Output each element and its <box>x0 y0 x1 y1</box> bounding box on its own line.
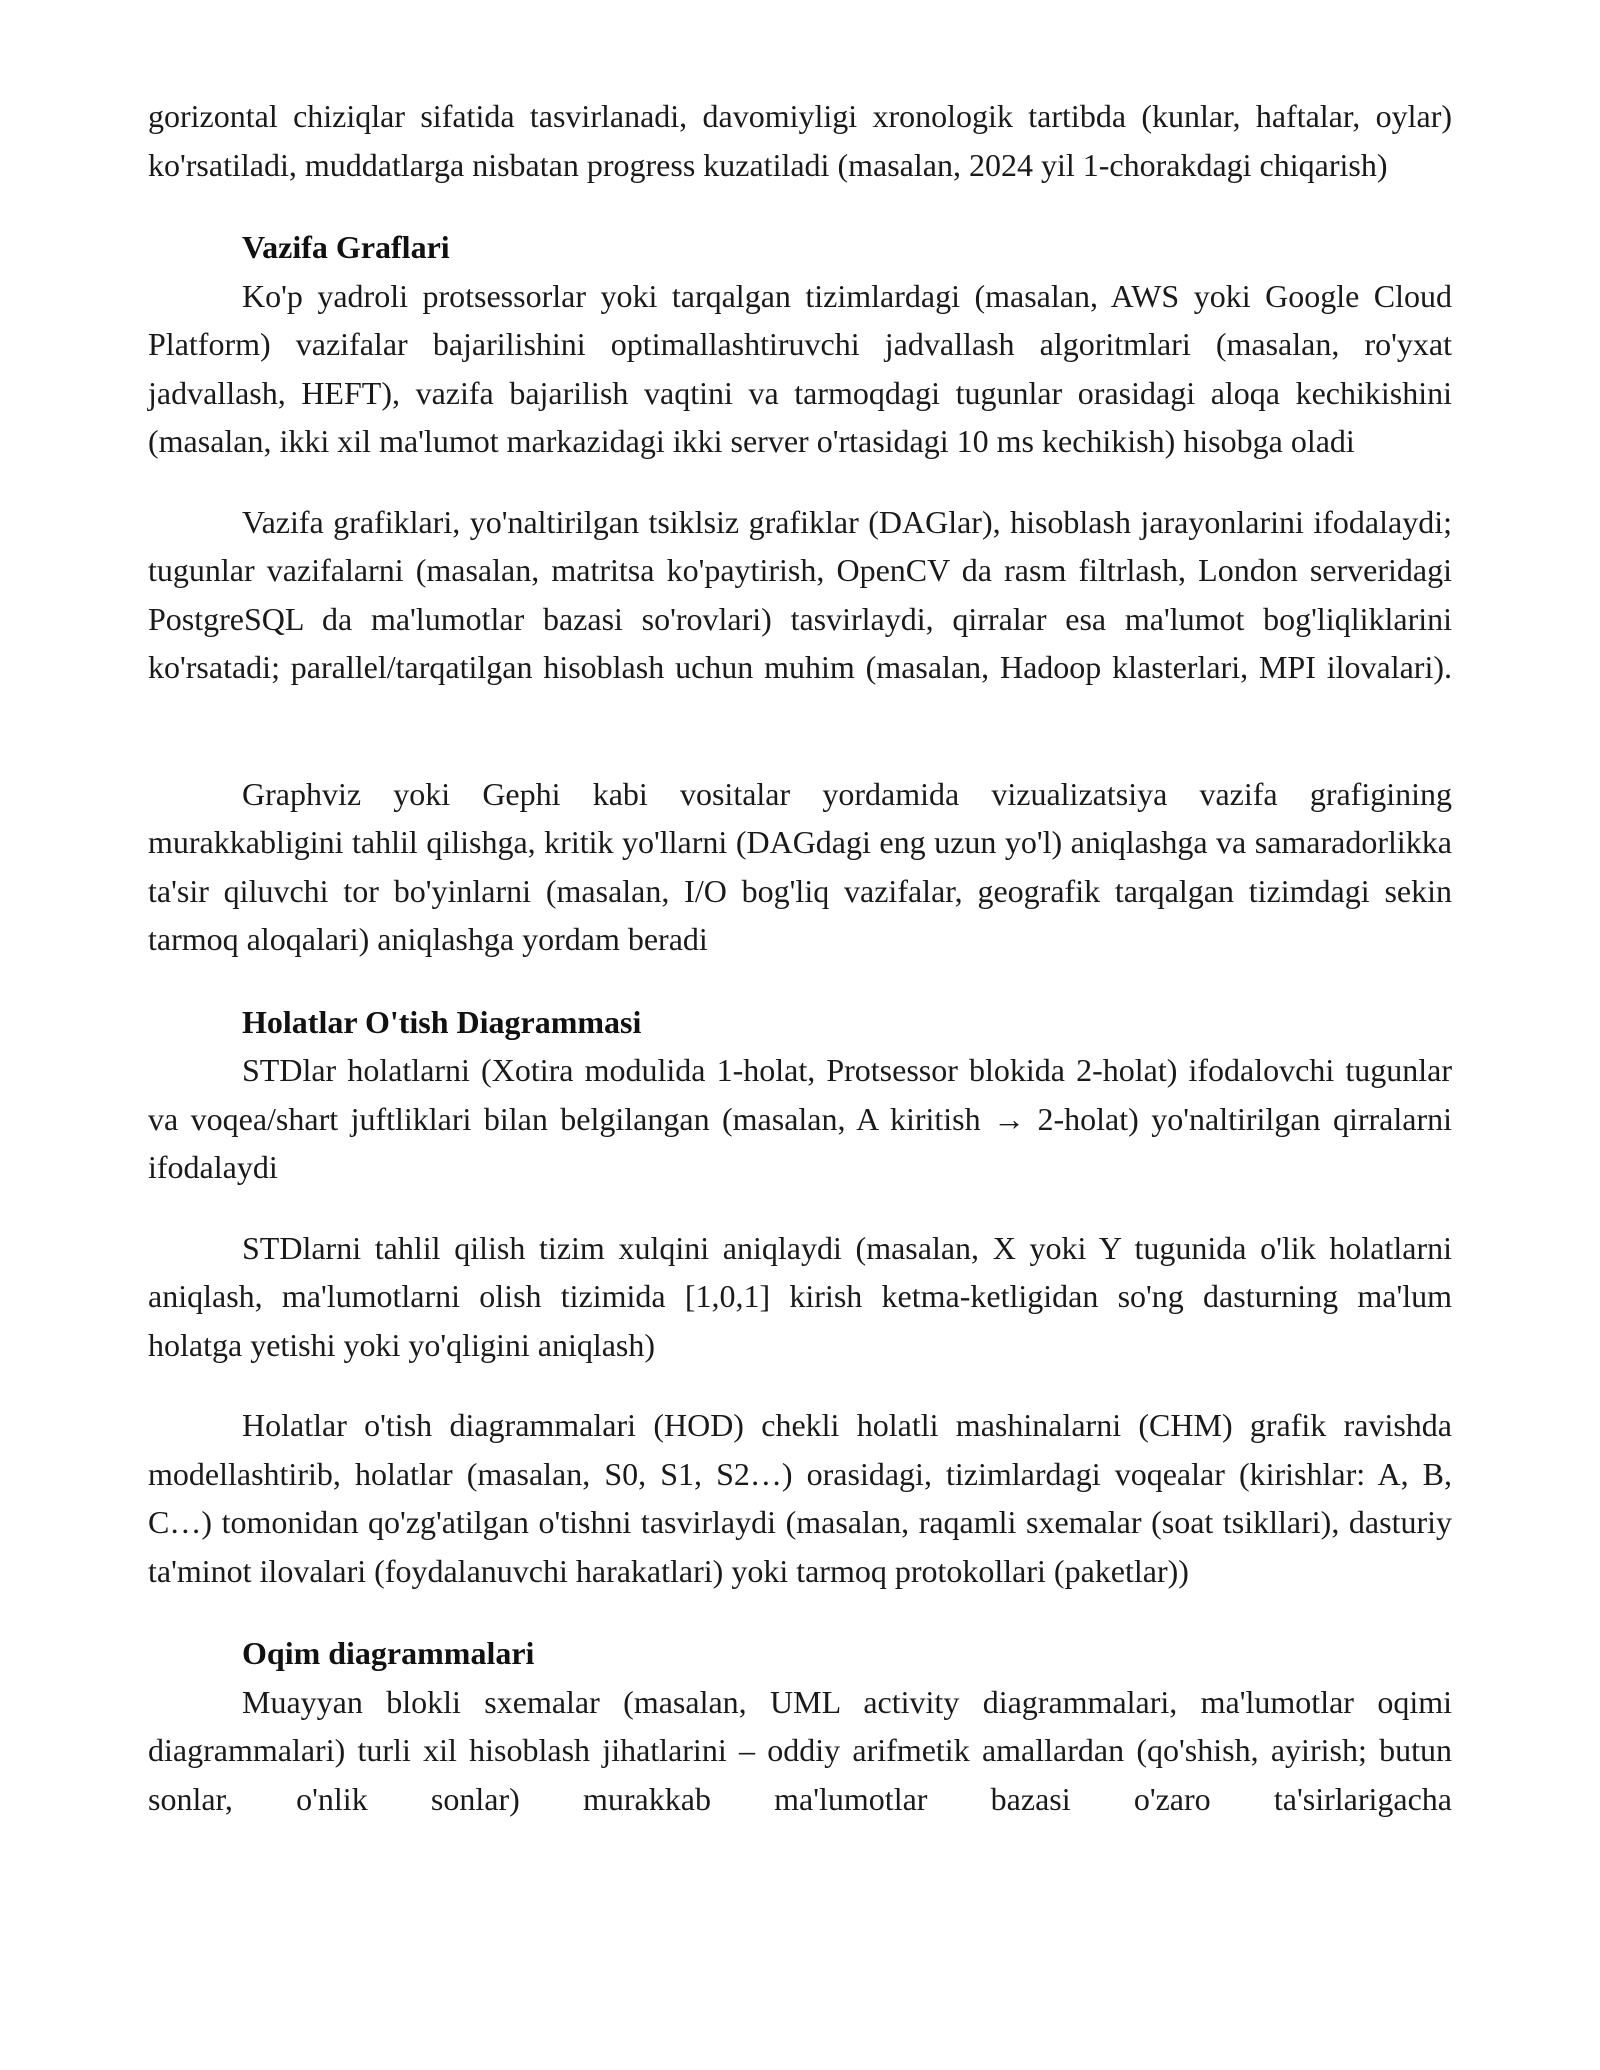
paragraph-vazifa-2: Vazifa grafiklari, yo'naltirilgan tsiklsiz grafiklar (DAGlar), hisoblash jarayonlarini ifodalaydi; tugunlar vazifalarni (masalan, matritsa ko'paytirish, OpenCV da rasm filtrlash, London serveridagi PostgreSQL da ma'lumotlar bazasi so'rovlari) tasvirlaydi, qirralar esa ma'lumot bog'liqliklarini ko'rsatadi; parallel/tarqatilgan hisoblash uchun muhim (masalan, Hadoop klasterlari, MPI ilovalari). <box>148 503 1452 685</box>
paragraph-vazifa-1: Ko'p yadroli protsessorlar yoki tarqalgan tizimlardagi (masalan, AWS yoki Google Cloud Platform) vazifalar bajarilishini optimallashtiruvchi jadvallash algoritmlari (masalan, ro'yxat jadvallash, HEFT), vazifa bajarilish vaqtini va tarmoqdagi tugunlar orasidagi aloqa kechikishini (masalan, ikki xil ma'lumot markazidagi ikki server o'rtasidagi 10 ms kechikish) hisobga oladi <box>148 277 1452 459</box>
paragraph-holat-3: Holatlar o'tish diagrammalari (HOD) chekli holatli mashinalarni (CHM) grafik ravishda modellashtirib, holatlar (masalan, S0, S1, S2…) orasidagi, tizimlardagi voqealar (kirishlar: A, B, C…) tomonidan qo'zg'atilgan o'tishni tasvirlaydi (masalan, raqamli sxemalar (soat tsikllari), dasturiy ta'minot ilovalari (foydalanuvchi harakatlari) yoki tarmoq protokollari (paketlar)) <box>148 1407 1452 1589</box>
paragraph-holat-2: STDlarni tahlil qilish tizim xulqini aniqlaydi (masalan, X yoki Y tugunida o'lik holatlarni aniqlash, ma'lumotlarni olish tizimida [1,0,1] kirish ketma-ketligidan so'ng dasturning ma'lum holatga yetishi yoki yo'qligini aniqlash) <box>148 1229 1452 1363</box>
document-body <box>148 92 1452 1823</box>
heading-holatlar-otish-diagrammasi: Holatlar O'tish Diagrammasi <box>242 1003 642 1040</box>
heading-vazifa-graflari: Vazifa Graflari <box>242 229 450 265</box>
spacer <box>148 466 1452 498</box>
paragraph-oqim-1: Muayyan blokli sxemalar (masalan, UML activity diagrammalari, ma'lumotlar oqimi diagrammalari) turli xil hisoblash jihatlarini – oddiy arifmetik amallardan (qo'shish, ayirish; butun sonlar, o'nlik sonlar) murakkab ma'lumotlar bazasi o'zaro ta'sirlarigacha <box>148 1683 1452 1817</box>
paragraph-intro: gorizontal chiziqlar sifatida tasvirlanadi, davomiyligi xronologik tartibda (kunlar, haftalar, oylar) ko'rsatiladi, muddatlarga nisbatan progress kuzatiladi (masalan, 2024 yil 1-chorakdagi chiqarish) <box>148 98 1452 183</box>
spacer <box>148 1192 1452 1224</box>
spacer <box>148 1369 1452 1401</box>
spacer <box>148 692 1452 770</box>
spacer <box>148 1595 1452 1629</box>
paragraph-holat-1: STDlar holatlarni (Xotira modulida 1-holat, Protsessor blokida 2-holat) ifodalovchi tugunlar va voqea/shart juftliklari bilan belgilangan (masalan, A kiritish → 2-holat) yo'naltirilgan qirralarni ifodalaydi <box>148 1052 1452 1185</box>
spacer <box>148 964 1452 998</box>
spacer <box>148 189 1452 223</box>
heading-oqim-diagrammalari: Oqim diagrammalari <box>242 1635 535 1671</box>
paragraph-vazifa-3: Graphviz yoki Gephi kabi vositalar yordamida vizualizatsiya vazifa grafigining murakkabligini tahlil qilishga, kritik yo'llarni (DAGdagi eng uzun yo'l) aniqlashga va samaradorlikka ta'sir qiluvchi tor bo'yinlarni (masalan, I/O bog'liq vazifalar, geografik tarqalgan tizimdagi sekin tarmoq aloqalari) aniqlashga yordam beradi <box>148 775 1452 957</box>
